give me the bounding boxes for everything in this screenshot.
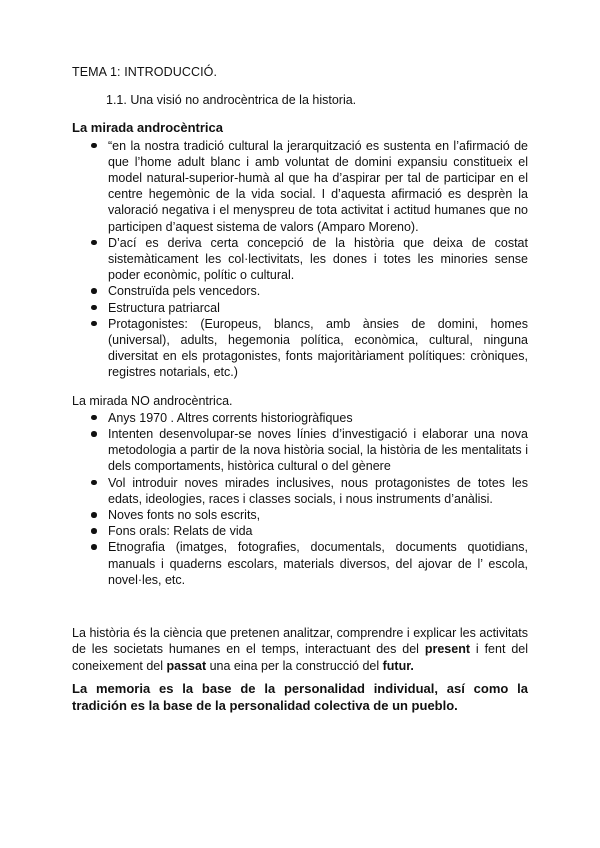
paragraph-text: i fent del coneixement del [72,642,528,673]
bullet-icon [91,544,97,550]
list-item [72,507,528,523]
past-emphasis: passat [166,658,207,673]
list-item [72,539,528,588]
list-item [72,475,528,507]
document-page [72,64,528,714]
bullet-icon [91,512,97,518]
androcentric-list [72,138,528,381]
list-item-text: Intenten desenvolupar-se noves línies d’investigació i elaborar una nova metodologia a partir de la nova història social, la història de les mentalitats i dels comportaments, històrica cultural o del gènere [108,427,528,474]
bullet-icon [91,288,97,294]
bullet-icon [91,480,97,486]
paragraph-text: una eina per la construcció del [206,658,383,673]
bullet-icon [91,143,97,149]
list-item [72,283,528,299]
list-item-text: Estructura patriarcal [108,300,220,315]
bullet-icon [91,240,97,246]
history-definition-paragraph [72,625,528,674]
list-item [72,300,528,316]
list-item-text: D’ací es deriva certa concepció de la història que deixa de costat sistemàticament les col·lectivitats, les dones i totes les minories sense poder econòmic, polític o cultural. [108,235,528,283]
list-item-text: Anys 1970 . Altres corrents historiogràfiques [108,410,353,425]
list-item [72,235,528,284]
list-item [72,316,528,381]
section-heading-androcentric: La mirada androcèntrica [72,120,223,136]
future-emphasis: futur. [382,658,414,673]
bullet-icon [91,321,97,327]
section-subtitle: 1.1. Una visió no androcèntrica de la historia. [106,93,357,108]
list-item [72,138,528,235]
list-item-text: Fons orals: Relats de vida [108,524,253,539]
list-item-text: Etnografia (imatges, fotografies, documentals, documents quotidians, manuals i quaderns escolars, materials diversos, del ajovar de l’ escola, novel·les, etc. [108,540,528,587]
bullet-icon [91,431,97,437]
paragraph-text: La història és la ciència que pretenen analitzar, comprendre i explicar les activitats de les societats humanes en el temps, interactuant des del [72,626,528,657]
present-emphasis: present [424,642,471,657]
list-item-text: Noves fonts no sols escrits, [108,508,261,523]
bullet-icon [91,415,97,421]
non-androcentric-list [72,410,528,588]
list-item [72,523,528,539]
list-item-text: Construïda pels vencedors. [108,284,261,299]
bullet-icon [91,528,97,534]
section-heading-non-androcentric: La mirada NO androcèntrica. [72,393,233,408]
list-item-text: “en la nostra tradició cultural la jerarquització es sustenta en l’afirmació de que l’home adult blanc i amb voluntat de domini expansiu constitueix el model natural-superior-humà al que ha d’aspirar per tal de participar en el centre hegemònic de la vida social. I d’aquesta afirmació es desprèn la valoració negativa i el menyspreu de tota activitat i actitud humanes que no participen d’aquest sistema de valors (Amparo Moreno). [108,138,528,234]
list-item [72,410,528,426]
bullet-icon [91,305,97,311]
list-item-text: Protagonistes: (Europeus, blancs, amb ànsies de domini, homes (universal), adults, hegemonia política, econòmica, cultural, ninguna diversitat en els protagonistes, fonts majoritàriament polítiques: cròniques, registres notarials, etc.) [108,316,528,380]
page-title: TEMA 1: INTRODUCCIÓ. [72,65,218,79]
list-item [72,426,528,475]
memory-quote: La memoria es la base de la personalidad individual, así como la tradición es la base de la personalidad colectiva de un pueblo. [72,680,528,713]
list-item-text: Vol introduir noves mirades inclusives, nous protagonistes de totes les edats, ideologies, races i classes socials, i nous instruments d’anàlisi. [108,475,528,506]
